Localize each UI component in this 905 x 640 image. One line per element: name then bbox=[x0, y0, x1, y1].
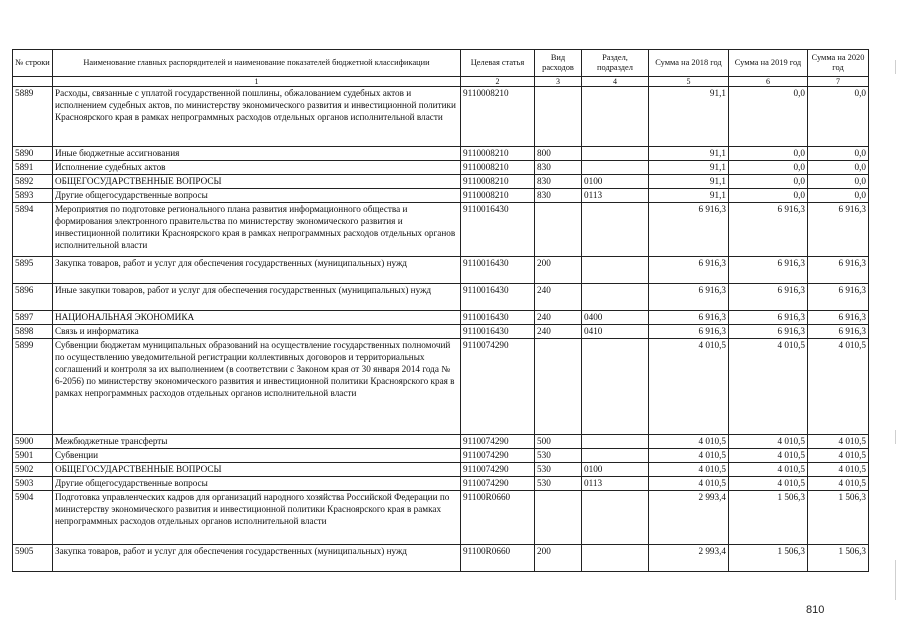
row-target-article: 9110016430 bbox=[461, 284, 535, 311]
row-sum-2018: 91,1 bbox=[649, 161, 729, 175]
row-sum-2020: 4 010,5 bbox=[808, 449, 869, 463]
row-expense-type: 200 bbox=[535, 545, 582, 572]
row-sum-2018: 6 916,3 bbox=[649, 203, 729, 257]
row-number: 5892 bbox=[13, 175, 53, 189]
row-sum-2020: 6 916,3 bbox=[808, 311, 869, 325]
table-row bbox=[13, 257, 869, 284]
table-row bbox=[13, 147, 869, 161]
row-name: Закупка товаров, работ и услуг для обеспечения государственных (муниципальных) нужд bbox=[53, 545, 461, 572]
row-expense-type bbox=[535, 87, 582, 147]
row-number: 5902 bbox=[13, 463, 53, 477]
table-row bbox=[13, 491, 869, 545]
row-name: Субвенции бюджетам муниципальных образований на осуществление государственных полномочий по осуществлению уведомительной регистрации коллективных договоров и территориальных соглашений и контроля за их выполнением (в соответствии с Законом края от 30 января 2014 года № 6-2056) по министерству экономического развития и инвестиционной политики Красноярского края в рамках непрограммных расходов отдельных органов исполнительной власти bbox=[53, 339, 461, 435]
column-number-row bbox=[13, 77, 869, 87]
row-target-article: 9110074290 bbox=[461, 477, 535, 491]
row-sum-2019: 6 916,3 bbox=[729, 284, 808, 311]
row-sum-2020: 4 010,5 bbox=[808, 435, 869, 449]
row-number: 5899 bbox=[13, 339, 53, 435]
row-expense-type: 200 bbox=[535, 257, 582, 284]
row-number: 5889 bbox=[13, 87, 53, 147]
row-target-article: 9110008210 bbox=[461, 189, 535, 203]
row-sum-2020: 1 506,3 bbox=[808, 491, 869, 545]
row-sum-2020: 6 916,3 bbox=[808, 203, 869, 257]
row-target-article: 9110016430 bbox=[461, 311, 535, 325]
budget-document bbox=[12, 49, 868, 572]
row-name: Расходы, связанные с уплатой государственной пошлины, обжалованием судебных актов и исполнением судебных актов, по министерству экономического развития и инвестиционной политики Красноярского края в рамках непрограммных расходов отдельных органов исполнительной власти bbox=[53, 87, 461, 147]
row-sum-2019: 6 916,3 bbox=[729, 203, 808, 257]
row-section bbox=[582, 161, 649, 175]
table-header-row bbox=[13, 50, 869, 77]
row-number: 5897 bbox=[13, 311, 53, 325]
row-section: 0113 bbox=[582, 189, 649, 203]
row-sum-2019: 0,0 bbox=[729, 87, 808, 147]
row-target-article: 9110016430 bbox=[461, 325, 535, 339]
table-row bbox=[13, 87, 869, 147]
header-name: Наименование главных распорядителей и наименование показателей бюджетной классификации bbox=[53, 50, 461, 77]
table-row bbox=[13, 545, 869, 572]
table-row bbox=[13, 284, 869, 311]
row-target-article: 9110008210 bbox=[461, 87, 535, 147]
row-sum-2019: 1 506,3 bbox=[729, 491, 808, 545]
row-sum-2018: 4 010,5 bbox=[649, 449, 729, 463]
row-target-article: 9110016430 bbox=[461, 257, 535, 284]
row-sum-2020: 0,0 bbox=[808, 175, 869, 189]
table-row bbox=[13, 435, 869, 449]
row-sum-2018: 4 010,5 bbox=[649, 339, 729, 435]
row-sum-2018: 91,1 bbox=[649, 87, 729, 147]
row-section: 0113 bbox=[582, 477, 649, 491]
table-row bbox=[13, 339, 869, 435]
column-number: 7 bbox=[808, 77, 869, 87]
row-number: 5891 bbox=[13, 161, 53, 175]
row-number: 5898 bbox=[13, 325, 53, 339]
row-expense-type bbox=[535, 491, 582, 545]
row-target-article: 9110008210 bbox=[461, 161, 535, 175]
row-expense-type: 830 bbox=[535, 189, 582, 203]
row-target-article: 91100R0660 bbox=[461, 491, 535, 545]
row-section: 0410 bbox=[582, 325, 649, 339]
row-name: ОБЩЕГОСУДАРСТВЕННЫЕ ВОПРОСЫ bbox=[53, 463, 461, 477]
row-section bbox=[582, 491, 649, 545]
row-section bbox=[582, 284, 649, 311]
table-row bbox=[13, 189, 869, 203]
table-row bbox=[13, 161, 869, 175]
row-sum-2018: 4 010,5 bbox=[649, 463, 729, 477]
table-row bbox=[13, 325, 869, 339]
row-sum-2019: 4 010,5 bbox=[729, 449, 808, 463]
table-row bbox=[13, 477, 869, 491]
row-name: ОБЩЕГОСУДАРСТВЕННЫЕ ВОПРОСЫ bbox=[53, 175, 461, 189]
row-sum-2019: 4 010,5 bbox=[729, 339, 808, 435]
row-sum-2018: 6 916,3 bbox=[649, 257, 729, 284]
table-row bbox=[13, 311, 869, 325]
header-expense-type: Вид расходов bbox=[535, 50, 582, 77]
row-number: 5904 bbox=[13, 491, 53, 545]
table-row bbox=[13, 203, 869, 257]
row-name: Другие общегосударственные вопросы bbox=[53, 189, 461, 203]
row-expense-type: 830 bbox=[535, 161, 582, 175]
row-sum-2019: 0,0 bbox=[729, 147, 808, 161]
row-expense-type: 240 bbox=[535, 311, 582, 325]
row-section: 0400 bbox=[582, 311, 649, 325]
row-sum-2020: 0,0 bbox=[808, 87, 869, 147]
row-sum-2019: 4 010,5 bbox=[729, 435, 808, 449]
row-name: Подготовка управленческих кадров для организаций народного хозяйства Российской Федерации по министерству экономического развития и инвестиционной политики Красноярского края в рамках непрограммных расходов отдельных органов исполнительной власти bbox=[53, 491, 461, 545]
header-target-article: Целевая статья bbox=[461, 50, 535, 77]
row-sum-2018: 6 916,3 bbox=[649, 311, 729, 325]
header-sum-2018: Сумма на 2018 год bbox=[649, 50, 729, 77]
row-sum-2020: 4 010,5 bbox=[808, 477, 869, 491]
row-expense-type: 800 bbox=[535, 147, 582, 161]
row-sum-2018: 6 916,3 bbox=[649, 284, 729, 311]
budget-table bbox=[12, 49, 869, 572]
row-name: Исполнение судебных актов bbox=[53, 161, 461, 175]
row-sum-2018: 91,1 bbox=[649, 189, 729, 203]
row-name: Иные закупки товаров, работ и услуг для обеспечения государственных (муниципальных) нужд bbox=[53, 284, 461, 311]
row-target-article: 9110074290 bbox=[461, 435, 535, 449]
row-target-article: 91100R0660 bbox=[461, 545, 535, 572]
row-section bbox=[582, 339, 649, 435]
row-target-article: 9110008210 bbox=[461, 147, 535, 161]
row-name: Закупка товаров, работ и услуг для обеспечения государственных (муниципальных) нужд bbox=[53, 257, 461, 284]
row-expense-type: 530 bbox=[535, 449, 582, 463]
table-body bbox=[13, 87, 869, 572]
row-sum-2020: 0,0 bbox=[808, 147, 869, 161]
table-row bbox=[13, 175, 869, 189]
column-number: 4 bbox=[582, 77, 649, 87]
row-expense-type: 830 bbox=[535, 175, 582, 189]
row-sum-2020: 4 010,5 bbox=[808, 463, 869, 477]
column-number: 1 bbox=[53, 77, 461, 87]
row-section bbox=[582, 257, 649, 284]
row-sum-2019: 6 916,3 bbox=[729, 257, 808, 284]
row-name: НАЦИОНАЛЬНАЯ ЭКОНОМИКА bbox=[53, 311, 461, 325]
row-sum-2020: 1 506,3 bbox=[808, 545, 869, 572]
column-number: 2 bbox=[461, 77, 535, 87]
table-row bbox=[13, 463, 869, 477]
row-sum-2019: 0,0 bbox=[729, 189, 808, 203]
row-sum-2018: 6 916,3 bbox=[649, 325, 729, 339]
row-number: 5903 bbox=[13, 477, 53, 491]
row-sum-2018: 91,1 bbox=[649, 175, 729, 189]
row-target-article: 9110016430 bbox=[461, 203, 535, 257]
row-target-article: 9110074290 bbox=[461, 449, 535, 463]
row-section: 0100 bbox=[582, 463, 649, 477]
row-sum-2019: 1 506,3 bbox=[729, 545, 808, 572]
row-sum-2020: 6 916,3 bbox=[808, 257, 869, 284]
column-number: 6 bbox=[729, 77, 808, 87]
column-number: 5 bbox=[649, 77, 729, 87]
row-section bbox=[582, 147, 649, 161]
row-expense-type: 240 bbox=[535, 325, 582, 339]
table-row bbox=[13, 449, 869, 463]
scan-edge-mark bbox=[895, 560, 896, 600]
row-sum-2018: 2 993,4 bbox=[649, 491, 729, 545]
row-sum-2018: 91,1 bbox=[649, 147, 729, 161]
row-sum-2019: 6 916,3 bbox=[729, 325, 808, 339]
row-target-article: 9110074290 bbox=[461, 463, 535, 477]
row-sum-2018: 4 010,5 bbox=[649, 435, 729, 449]
column-number bbox=[13, 77, 53, 87]
row-section bbox=[582, 545, 649, 572]
header-row-number: № строки bbox=[13, 50, 53, 77]
row-sum-2018: 2 993,4 bbox=[649, 545, 729, 572]
row-expense-type: 240 bbox=[535, 284, 582, 311]
row-name: Другие общегосударственные вопросы bbox=[53, 477, 461, 491]
header-sum-2020: Сумма на 2020 год bbox=[808, 50, 869, 77]
row-expense-type bbox=[535, 203, 582, 257]
row-target-article: 9110074290 bbox=[461, 339, 535, 435]
row-section bbox=[582, 449, 649, 463]
row-number: 5900 bbox=[13, 435, 53, 449]
row-expense-type bbox=[535, 339, 582, 435]
column-number: 3 bbox=[535, 77, 582, 87]
row-number: 5893 bbox=[13, 189, 53, 203]
scan-edge-mark bbox=[895, 430, 896, 444]
row-name: Межбюджетные трансферты bbox=[53, 435, 461, 449]
row-section bbox=[582, 203, 649, 257]
row-section bbox=[582, 435, 649, 449]
row-sum-2019: 4 010,5 bbox=[729, 463, 808, 477]
row-expense-type: 530 bbox=[535, 463, 582, 477]
row-sum-2020: 6 916,3 bbox=[808, 325, 869, 339]
row-number: 5896 bbox=[13, 284, 53, 311]
row-expense-type: 500 bbox=[535, 435, 582, 449]
row-name: Связь и информатика bbox=[53, 325, 461, 339]
row-name: Субвенции bbox=[53, 449, 461, 463]
row-sum-2020: 4 010,5 bbox=[808, 339, 869, 435]
row-sum-2019: 0,0 bbox=[729, 161, 808, 175]
row-expense-type: 530 bbox=[535, 477, 582, 491]
row-target-article: 9110008210 bbox=[461, 175, 535, 189]
page-number: 810 bbox=[806, 604, 825, 616]
row-name: Иные бюджетные ассигнования bbox=[53, 147, 461, 161]
row-number: 5894 bbox=[13, 203, 53, 257]
row-sum-2019: 4 010,5 bbox=[729, 477, 808, 491]
row-sum-2020: 0,0 bbox=[808, 189, 869, 203]
row-sum-2020: 0,0 bbox=[808, 161, 869, 175]
row-section: 0100 bbox=[582, 175, 649, 189]
header-sum-2019: Сумма на 2019 год bbox=[729, 50, 808, 77]
row-number: 5890 bbox=[13, 147, 53, 161]
row-name: Мероприятия по подготовке регионального плана развития информационного общества и формирования электронного правительства по министерству экономического развития и инвестиционной политики Красноярского края в рамках непрограммных расходов отдельных органов исполнительной власти bbox=[53, 203, 461, 257]
row-sum-2019: 0,0 bbox=[729, 175, 808, 189]
scan-edge-mark bbox=[895, 60, 896, 74]
header-section: Раздел, подраздел bbox=[582, 50, 649, 77]
row-sum-2019: 6 916,3 bbox=[729, 311, 808, 325]
row-number: 5901 bbox=[13, 449, 53, 463]
row-sum-2020: 6 916,3 bbox=[808, 284, 869, 311]
row-section bbox=[582, 87, 649, 147]
row-number: 5895 bbox=[13, 257, 53, 284]
row-sum-2018: 4 010,5 bbox=[649, 477, 729, 491]
row-number: 5905 bbox=[13, 545, 53, 572]
